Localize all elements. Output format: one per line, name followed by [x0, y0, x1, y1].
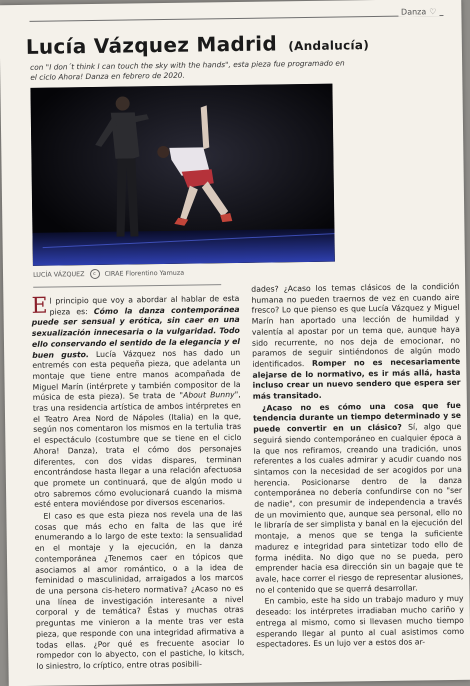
paragraph [31, 294, 242, 511]
article-title [26, 29, 446, 59]
work-title: "About Bunny" [179, 390, 239, 401]
title-region: (Andalucía) [288, 38, 370, 54]
highlight-text: Romper no es necesariamente alejarse de lo normativo, es ir más allá, hasta incluso crear un nuevo sendero que espera ser más transitado. [252, 356, 461, 401]
photo-caption [33, 268, 184, 280]
paragraph [251, 282, 461, 403]
header-rule [29, 15, 443, 22]
text-run: l principio que voy a abordar al hablar de esta pieza es: [49, 293, 240, 317]
performance-photo [30, 84, 334, 266]
cc-icon: c [89, 269, 99, 279]
right-column [251, 282, 464, 652]
paragraph: En cambio, este ha sido un trabajo maduro y muy deseado: los intérpretes irradiaban mucho cariño y entrega al mismo, como si llevasen mucho tiempo esperando llegar al punto al cual asistimos como espectadores. Es un lujo ver a estos dos ar- [255, 594, 465, 649]
paragraph: El caso es que esta pieza nos revela una de las cosas que más echo en falta de las que iré enumerando a lo largo de este texto: la sensualidad en el montaje y la ejecución, en la danza contemporánea ¿Tenemos caer en tópicos que asociamos al amor romántico, o a la idea de feminidad o masculinidad, arraigados a los marcos de una persona cis-hetero normativa? ¿Acaso no es una línea de investigación interesante a nivel corporal y de temática? Éstas y muchas otras preguntas me vinieron a la mente tras ver esta pieza, que responde con una integridad afirmativa a todas ellas. ¿Por qué es frecuente asociar lo rompedor con lo abyecto, con el pastiche, lo kitsch, lo siniestro, lo críptico, entre otras posibili- [34, 508, 245, 671]
text-run: Lucía Vázquez nos has dado un entremés con esta pequeña pieza, que adelanta un montaje que tiene entre manos acompañada de Miguel Marín (intérprete y también compositor de la música de esta pieza). Se trata de [32, 347, 241, 403]
text-run: dades? ¿Acaso los temas clásicos de la condición humana no pueden traernos de vez en cuando aire fresco? Lo que pienso es que Lucía Vázquez y Miguel Marín han aportado una lección de humildad y valentía al apostar por un tema que, aunque haya sido recurrente, no nos deja de emocionar, no paramos de seguir sintiéndonos de algún modo identificados. [251, 281, 461, 369]
dancers-illustration [30, 84, 334, 266]
text-run: Sí, algo que seguirá siendo contemporáneo en cualquier época a la que nos refiramos, creando una tradición, unos referentes a los cuales admirar y acudir cuando nos sintamos con la necesidad de ser acogidos por una herencia. Posicionarse dentro de la danza contemporánea no debería confundirse con no "ser de nadie", con presumir de independencia a través de un movimiento que, aunque sea personal, ello no le libraría de ser simplista y banal en la ejecución del montaje, a menos que se tenga la suficiente madurez e integridad para sintetizar todo ello de forma inédita. No digo que no se pueda, pero emprender hacia esa dirección sin un bagaje que te avale, hace correr el riesgo de representar alusiones, no el contenido que se querrá desarrollar. [253, 421, 464, 595]
article-subtitle: con "I don´t think I can touch the sky with the hands", esta pieza fue programado en el ciclo Ahora! Danza en febrero de 2020. [30, 58, 345, 82]
heart-icon: ♡ [429, 7, 437, 17]
caption-credit-right: CIRAE Florentino Yamuza [104, 268, 185, 278]
paragraph [253, 401, 464, 597]
highlight-text: ¿Acaso no es cómo una cosa que fue tendencia durante un tiempo determinado y se puede convertir en un clásico? [253, 400, 462, 434]
caption-credit-left: LUCÍA VÁZQUEZ [32, 270, 85, 279]
section-label: Danza [400, 7, 427, 17]
highlight-text: Cómo la danza contemporánea puede ser sensual y erótica, sin caer en una sexualización innecesaria o la vulgaridad. Todo ello conservando el sentido de la elegancia y el buen gusto. [31, 304, 241, 360]
title-name: Lucía Vázquez Madrid [25, 31, 278, 59]
column-rule [33, 284, 221, 288]
left-column [31, 294, 244, 673]
running-head [398, 7, 440, 17]
text-run: , tras una residencia artística de ambos intérpretes en el Teatro Area Nord de Nápoles (Italia) en la que, según nos comentaron los mismos en la tertulia tras el espectáculo (costumbre que se tiene en el ciclo Ahora! Danza), trata el cómo dos personajes diferentes, con dos vidas dispares, terminan encontrándose hasta llegar a una relación afectuosa que promete un continuará, que de algún modo u otro sabremos cómo evolucionará cuando la misma esté entera moviéndose por diversos escenarios. [32, 390, 243, 510]
drop-cap: E [31, 293, 48, 319]
